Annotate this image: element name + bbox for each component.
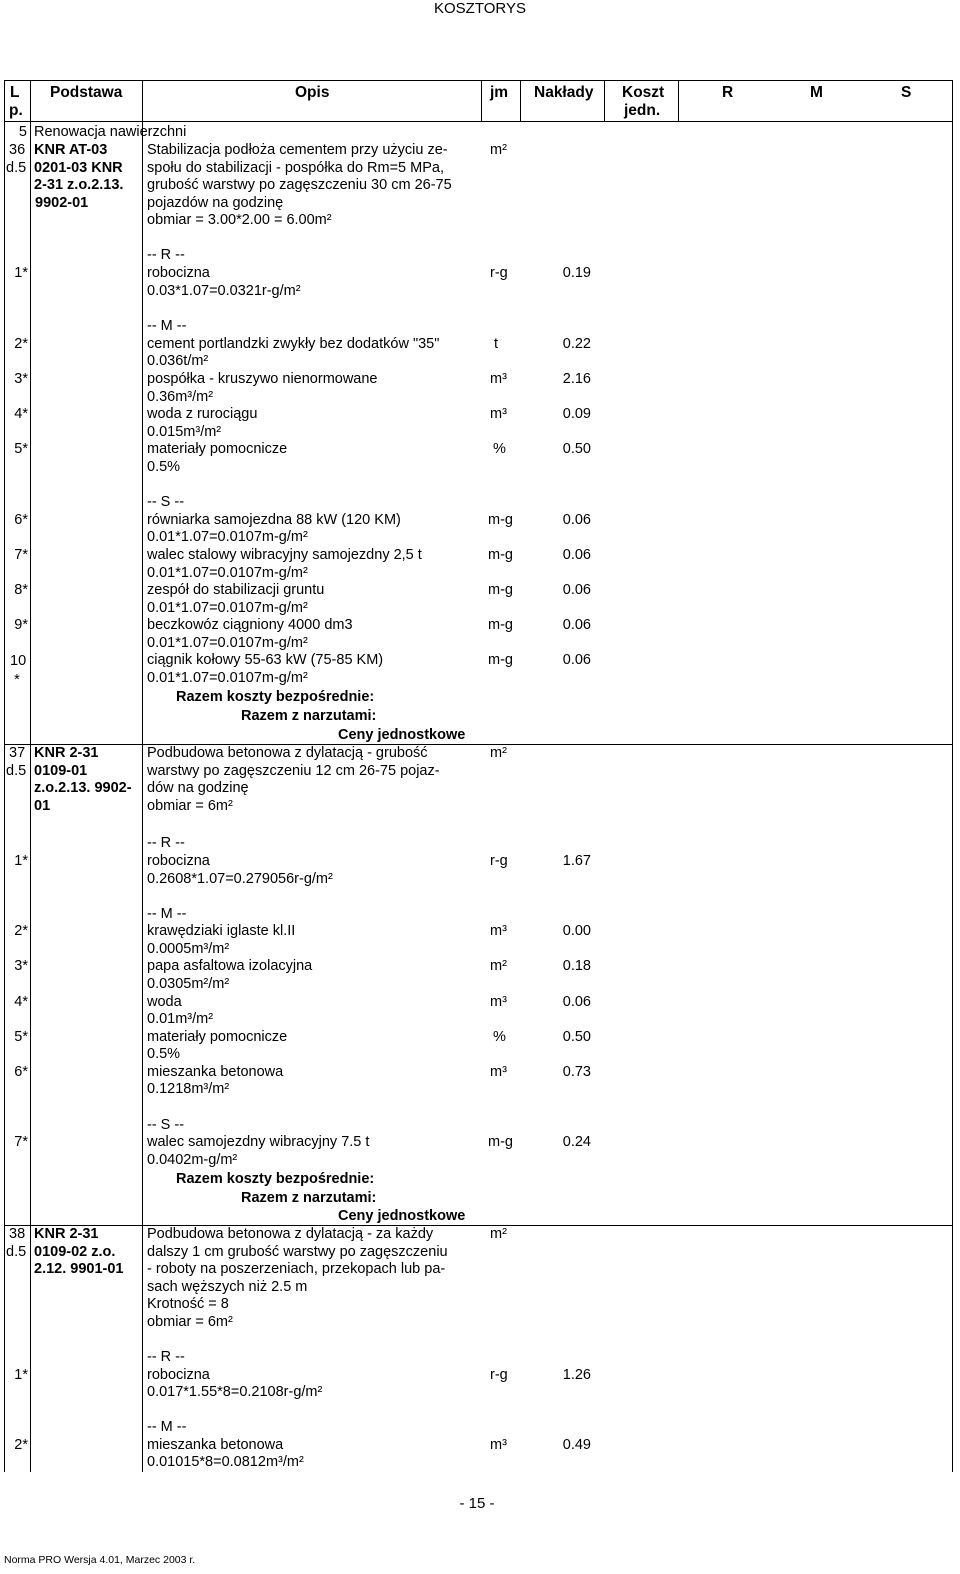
resource-lp: 5* [14, 1029, 28, 1045]
resource-value: 0.50 [562, 441, 591, 457]
table-top-border [4, 80, 952, 81]
resource-value: 0.06 [562, 547, 591, 563]
resource-value: 0.06 [562, 512, 591, 528]
resource-value: 0.09 [562, 406, 591, 422]
resource-value: 0.49 [562, 1437, 591, 1453]
resource-value: 0.06 [562, 994, 591, 1010]
item-jm: m² [490, 1226, 507, 1242]
summary-direct: Razem koszty bezpośrednie: [176, 689, 375, 705]
resource-name: woda z rurociągu [147, 406, 258, 422]
resource-jm: m³ [490, 994, 507, 1010]
col-border-koszt [678, 80, 679, 121]
header-lp: L [10, 84, 20, 101]
resource-jm: m³ [490, 923, 507, 939]
group-label: -- R -- [147, 835, 185, 851]
resource-formula: 0.03*1.07=0.0321r-g/m² [147, 283, 301, 299]
resource-name: papa asfaltowa izolacyjna [147, 958, 313, 974]
resource-value: 0.18 [562, 958, 591, 974]
resource-value: 2.16 [562, 371, 591, 387]
resource-value: 0.00 [562, 923, 591, 939]
resource-jm: m³ [490, 371, 507, 387]
resource-jm: m-g [488, 1134, 513, 1150]
resource-jm: r-g [490, 1367, 508, 1383]
item-podstawa: KNR 2-31 0109-02 z.o. 2.12. 9901-01 [34, 1226, 124, 1277]
resource-jm: m³ [490, 406, 507, 422]
col-border-opis [481, 80, 482, 121]
resource-value: 0.06 [562, 617, 591, 633]
resource-value: 0.22 [562, 336, 591, 352]
item-opis: Podbudowa betonowa z dylatacją - za każdy dalszy 1 cm grubość warstwy po zagęszczeniu - roboty na poszerzeniach, przekopach lub pa- sach węższych niż 2.5 m Krotność = 8 obmiar = 6m² [147, 1226, 448, 1330]
resource-jm: m³ [490, 1064, 507, 1080]
group-label: -- M -- [147, 1419, 187, 1435]
resource-value: 0.73 [562, 1064, 591, 1080]
resource-lp: 7* [14, 1134, 28, 1150]
resource-name: walec stalowy wibracyjny samojezdny 2,5 t [147, 547, 422, 563]
resource-lp: 2* [14, 923, 28, 939]
header-koszt-2: jedn. [624, 102, 661, 119]
resource-name: materiały pomocnicze [147, 1029, 288, 1045]
resource-lp: 7* [14, 547, 28, 563]
resource-jm: r-g [490, 853, 508, 869]
resource-lp: 10 * [10, 653, 27, 688]
col-border-naklady [604, 80, 605, 121]
group-label: -- M -- [147, 318, 187, 334]
resource-name: robocizna [147, 853, 210, 869]
header-r: R [722, 84, 734, 101]
resource-formula: 0.01*1.07=0.0107m-g/m² [147, 670, 308, 686]
resource-lp: 1* [14, 265, 28, 281]
item-lp-sub: d.5 [6, 159, 27, 176]
resource-name: krawędziaki iglaste kl.II [147, 923, 296, 939]
item-lp-sub: d.5 [6, 762, 27, 779]
resource-jm: m-g [488, 652, 513, 668]
header-bottom-border [4, 121, 952, 122]
resource-lp: 1* [14, 1367, 28, 1383]
resource-formula: 0.01*1.07=0.0107m-g/m² [147, 635, 308, 651]
resource-jm: m-g [488, 512, 513, 528]
resource-lp: 9* [14, 617, 28, 633]
resource-formula: 0.01015*8=0.0812m³/m² [147, 1454, 304, 1470]
resource-formula: 0.01m³/m² [147, 1011, 214, 1027]
resource-formula: 0.36m³/m² [147, 389, 214, 405]
resource-value: 0.19 [562, 265, 591, 281]
resource-name: materiały pomocnicze [147, 441, 288, 457]
header-naklady: Nakłady [534, 84, 594, 101]
summary-markups: Razem z narzutami: [241, 708, 377, 724]
resource-formula: 0.036t/m² [147, 353, 209, 369]
resource-value: 0.50 [562, 1029, 591, 1045]
header-m: M [810, 84, 823, 101]
resource-formula: 0.01*1.07=0.0107m-g/m² [147, 565, 308, 581]
resource-formula: 0.015m³/m² [147, 424, 222, 440]
resource-formula: 0.01*1.07=0.0107m-g/m² [147, 600, 308, 616]
col-border-left [4, 80, 5, 1472]
item-opis: Stabilizacja podłoża cementem przy użyciu ze- społu do stabilizacji - pospółka do Rm=5 MPa, grubość warstwy po zagęszczeniu 30 cm 26-75 pojazdów na godzinę obmiar = 3.00*2.00 = 6.00m² [147, 142, 452, 228]
item-lp: 37 [9, 745, 26, 761]
resource-name: robocizna [147, 1367, 210, 1383]
header-podstawa: Podstawa [50, 84, 123, 101]
resource-name: woda [147, 994, 182, 1010]
resource-jm: m-g [488, 582, 513, 598]
item-podstawa: KNR 2-31 0109-01 z.o.2.13. 9902- 01 [34, 745, 132, 814]
resource-formula: 0.2608*1.07=0.279056r-g/m² [147, 871, 333, 887]
resource-name: walec samojezdny wibracyjny 7.5 t [147, 1134, 370, 1150]
group-label: -- S -- [147, 494, 185, 510]
group-label: -- M -- [147, 906, 187, 922]
resource-value: 0.06 [562, 652, 591, 668]
summary-markups: Razem z narzutami: [241, 1190, 377, 1206]
group-label: -- R -- [147, 247, 185, 263]
resource-name: beczkowóz ciągniony 4000 dm3 [147, 617, 353, 633]
resource-lp: 6* [14, 512, 28, 528]
resource-jm: m³ [490, 1437, 507, 1453]
page-title: KOSZTORYS [434, 0, 526, 17]
section-number: 5 [18, 124, 27, 140]
summary-direct: Razem koszty bezpośrednie: [176, 1171, 375, 1187]
group-label: -- R -- [147, 1349, 185, 1365]
header-s: S [901, 84, 912, 101]
resource-jm: t [494, 336, 499, 352]
resource-lp: 4* [14, 994, 28, 1010]
resource-jm: r-g [490, 265, 508, 281]
resource-jm: % [493, 1029, 506, 1045]
col-border-jm [520, 80, 521, 121]
group-label: -- S -- [147, 1117, 185, 1133]
resource-value: 0.06 [562, 582, 591, 598]
resource-jm: m² [490, 958, 507, 974]
resource-formula: 0.01*1.07=0.0107m-g/m² [147, 529, 308, 545]
resource-value: 0.24 [562, 1134, 591, 1150]
header-lp-2: p. [9, 102, 23, 119]
col-border-lp [30, 80, 31, 1472]
resource-name: cement portlandzki zwykły bez dodatków "35" [147, 336, 440, 352]
resource-jm: m-g [488, 547, 513, 563]
col-border-right [952, 80, 953, 1472]
item-jm: m² [490, 745, 507, 761]
resource-name: ciągnik kołowy 55-63 kW (75-85 KM) [147, 652, 384, 668]
resource-lp: 3* [14, 958, 28, 974]
resource-formula: 0.0005m³/m² [147, 941, 230, 957]
resource-lp: 3* [14, 371, 28, 387]
resource-value: 1.26 [562, 1367, 591, 1383]
resource-name: równiarka samojezdna 88 kW (120 KM) [147, 512, 401, 528]
resource-formula: 0.1218m³/m² [147, 1081, 230, 1097]
resource-name: robocizna [147, 265, 210, 281]
header-opis: Opis [295, 84, 330, 101]
resource-lp: 8* [14, 582, 28, 598]
resource-formula: 0.5% [147, 459, 181, 475]
resource-lp: 2* [14, 1437, 28, 1453]
resource-lp: 1* [14, 853, 28, 869]
header-koszt: Koszt [622, 84, 665, 101]
col-border-podstawa [142, 80, 143, 1472]
resource-name: mieszanka betonowa [147, 1064, 284, 1080]
resource-formula: 0.0402m-g/m² [147, 1152, 238, 1168]
item-lp-sub: d.5 [6, 1243, 27, 1260]
page-number: - 15 - [459, 1495, 495, 1512]
resource-name: pospółka - kruszywo nienormowane [147, 371, 378, 387]
resource-name: zespół do stabilizacji gruntu [147, 582, 325, 598]
resource-value: 1.67 [562, 853, 591, 869]
resource-formula: 0.5% [147, 1046, 181, 1062]
resource-name: mieszanka betonowa [147, 1437, 284, 1453]
section-title: Renowacja nawierzchni [34, 124, 187, 140]
resource-formula: 0.017*1.55*8=0.2108r-g/m² [147, 1384, 323, 1400]
resource-lp: 5* [14, 441, 28, 457]
footer-software: Norma PRO Wersja 4.01, Marzec 2003 r. [4, 1554, 196, 1566]
resource-jm: m-g [488, 617, 513, 633]
item-opis: Podbudowa betonowa z dylatacją - grubość warstwy po zagęszczeniu 12 cm 26-75 pojaz- dów na godzinę obmiar = 6m² [147, 745, 440, 814]
resource-lp: 6* [14, 1064, 28, 1080]
resource-lp: 2* [14, 336, 28, 352]
resource-jm: % [493, 441, 506, 457]
summary-unit-prices: Ceny jednostkowe [338, 1208, 466, 1224]
item-jm: m² [490, 142, 507, 158]
resource-formula: 0.0305m²/m² [147, 976, 230, 992]
item-podstawa: KNR AT-03 0201-03 KNR 2-31 z.o.2.13. 9902-01 [34, 142, 124, 211]
resource-lp: 4* [14, 406, 28, 422]
item-lp: 38 [9, 1226, 26, 1242]
item-lp: 36 [9, 142, 26, 158]
summary-unit-prices: Ceny jednostkowe [338, 727, 466, 743]
header-jm: jm [490, 84, 509, 101]
